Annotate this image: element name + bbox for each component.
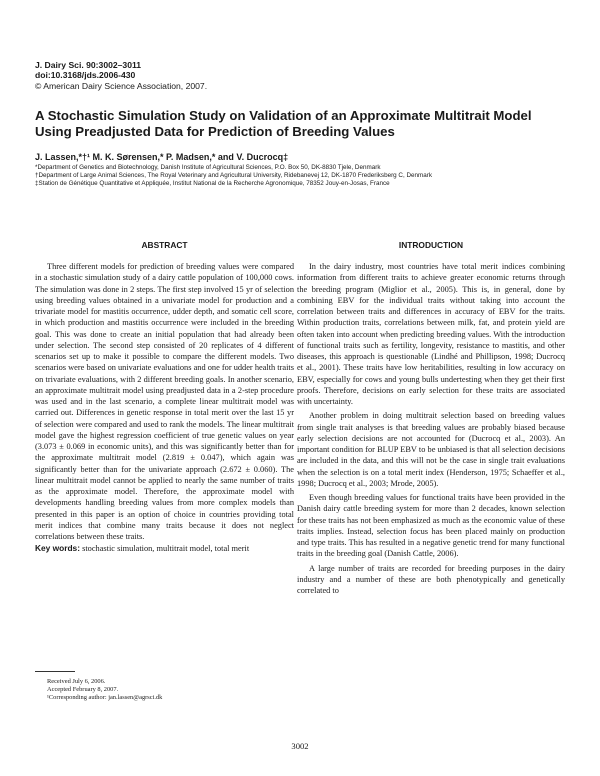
introduction-column	[297, 240, 565, 596]
accepted-date: Accepted February 8, 2007.	[47, 686, 119, 694]
footnotes	[35, 678, 162, 703]
doi: doi:10.3168/jds.2006-430	[35, 70, 136, 81]
intro-paragraph: Even though breeding values for functional traits have been provided in the Danish dairy cattle breeding system for more than 2 decades, known selection for these traits has not been emphasized as much as the economic value of these traits implies. Instead, selection focus has been placed mainly on production and type traits. This has resulted in a negative genetic trend for many functional traits in the breeding goal (Danish Cattle, 2006).	[297, 493, 565, 559]
received-date: Received July 6, 2006.	[47, 678, 106, 685]
journal-citation: J. Dairy Sci. 90:3002–3011	[35, 60, 142, 70]
abstract-body: Three different models for prediction of breeding values were compared in a stochastic simulation study of a dairy cattle population of 100,000 cows. The simulation was done in 2 steps. The first step involved 15 yr of selection using breeding values obtained in a univariate model for production and a trivariate model for mastitis occurrence, udder depth, and somatic cell score, in which production and mastitis occurrence were included in the breeding goal. This was done to create an initial population that had already been under selection. The second step consisted of 20 replicates of 4 different scenarios set up to make it possible to compare the different models. Two scenarios were based on univariate evaluations and one for udder health traits on trivariate evaluations, with 2 different breeding goals. In another scenario, an approximate multitrait model using preadjusted data in a 2-step procedure was used and in the last scenario, a complete linear multitrait model was carried out. Differences in genetic response in total merit over the last 15 yr of selection were compared and used to rank the models. The linear multitrait model gave the highest regression coefficient of true genetic values on year (3.073 ± 0.069 in economic units), and this was significantly better than for the approximate multitrait model (2.819 ± 0.047), which again was significantly better than for the univariate approach (2.672 ± 0.060). The linear multitrait model cannot be applied to nearly the same number of traits as the approximate model. Therefore, the approximate model with developments handling breeding values from more complex models than presented in this paper is an option of choice in countries providing total merit indices that combine many traits because it does not neglect correlations between these traits.	[35, 262, 294, 541]
keywords-text: stochastic simulation, multitrait model, total merit	[82, 544, 250, 554]
page-number: 3002	[291, 741, 309, 751]
affiliation-2: †Department of Large Animal Sciences, The Royal Veterinary and Agricultural University, Ridebanevej 12, DK-1870 Frederiksberg C, Denmark	[35, 172, 433, 179]
intro-paragraph: A large number of traits are recorded for breeding purposes in the dairy industry and a number of these are both phenotypically and genetically correlated to	[297, 563, 565, 595]
copyright: © American Dairy Science Association, 2007.	[35, 80, 208, 91]
affiliation-1: *Department of Genetics and Biotechnology, Danish Institute of Agricultural Sciences, P.O. Box 50, DK-8830 Tjele, Denmark	[35, 164, 381, 171]
keywords	[35, 543, 294, 554]
intro-paragraph: Another problem in doing multitrait selection based on breeding values from single trait analyses is that breeding values are probably biased because early selection decisions are not accounted for (Ducrocq et al., 2003). An important condition for BLUP EBV to be unbiased is that all selection decisions are included in the data, and this will not be the case in single trait evaluations when the selection is on a total merit index (Henderson, 1975; Schaeffer et al., 1998; Ducrocq et al., 2003; Mrode, 2005).	[297, 411, 565, 488]
affiliation-3: ‡Station de Génétique Quantitative et Appliquée, Institut National de la Recherche Agronomique, 78352 Jouy-en-Josas, France	[35, 180, 390, 187]
abstract-column	[35, 240, 294, 555]
intro-paragraph: In the dairy industry, most countries have total merit indices combining information from different traits to achieve greater economic returns through the breeding program (Miglior et al., 2005). This is, in general, done by combining EBV for the individual traits without taking into account the correlation between traits and differences in accuracy of EBV for the traits. Within production traits, correlations between milk, fat, and protein yield are often taken into account when predicting breeding values. With the introduction of functional traits such as fertility, longevity, resistance to mastitis, and other diseases, this approach is questionable (Lindhé and Phillipson, 1998; Ducrocq et al., 2001). These traits have low heritabilities, resulting in low accuracy on EBV, especially for cows and young bulls undertesting when they get their first proofs. Therefore, decisions on early selection for these traits are associated with uncertainty.	[297, 262, 565, 406]
journal-header	[35, 60, 207, 91]
paper-title: A Stochastic Simulation Study on Validation of an Approximate Multitrait Model Using Preadjusted Data for Prediction of Breeding Values	[35, 108, 532, 139]
abstract-heading: ABSTRACT	[141, 240, 188, 250]
footnote-divider	[35, 671, 75, 672]
author-list: J. Lassen,*†¹ M. K. Sørensen,* P. Madsen,* and V. Ducrocq‡	[35, 152, 289, 162]
keywords-label: Key words:	[35, 543, 80, 554]
corresponding-author: ¹Corresponding author: jan.lassen@agrsci.dk	[47, 694, 163, 702]
introduction-heading: INTRODUCTION	[398, 240, 464, 250]
affiliations	[35, 164, 432, 188]
